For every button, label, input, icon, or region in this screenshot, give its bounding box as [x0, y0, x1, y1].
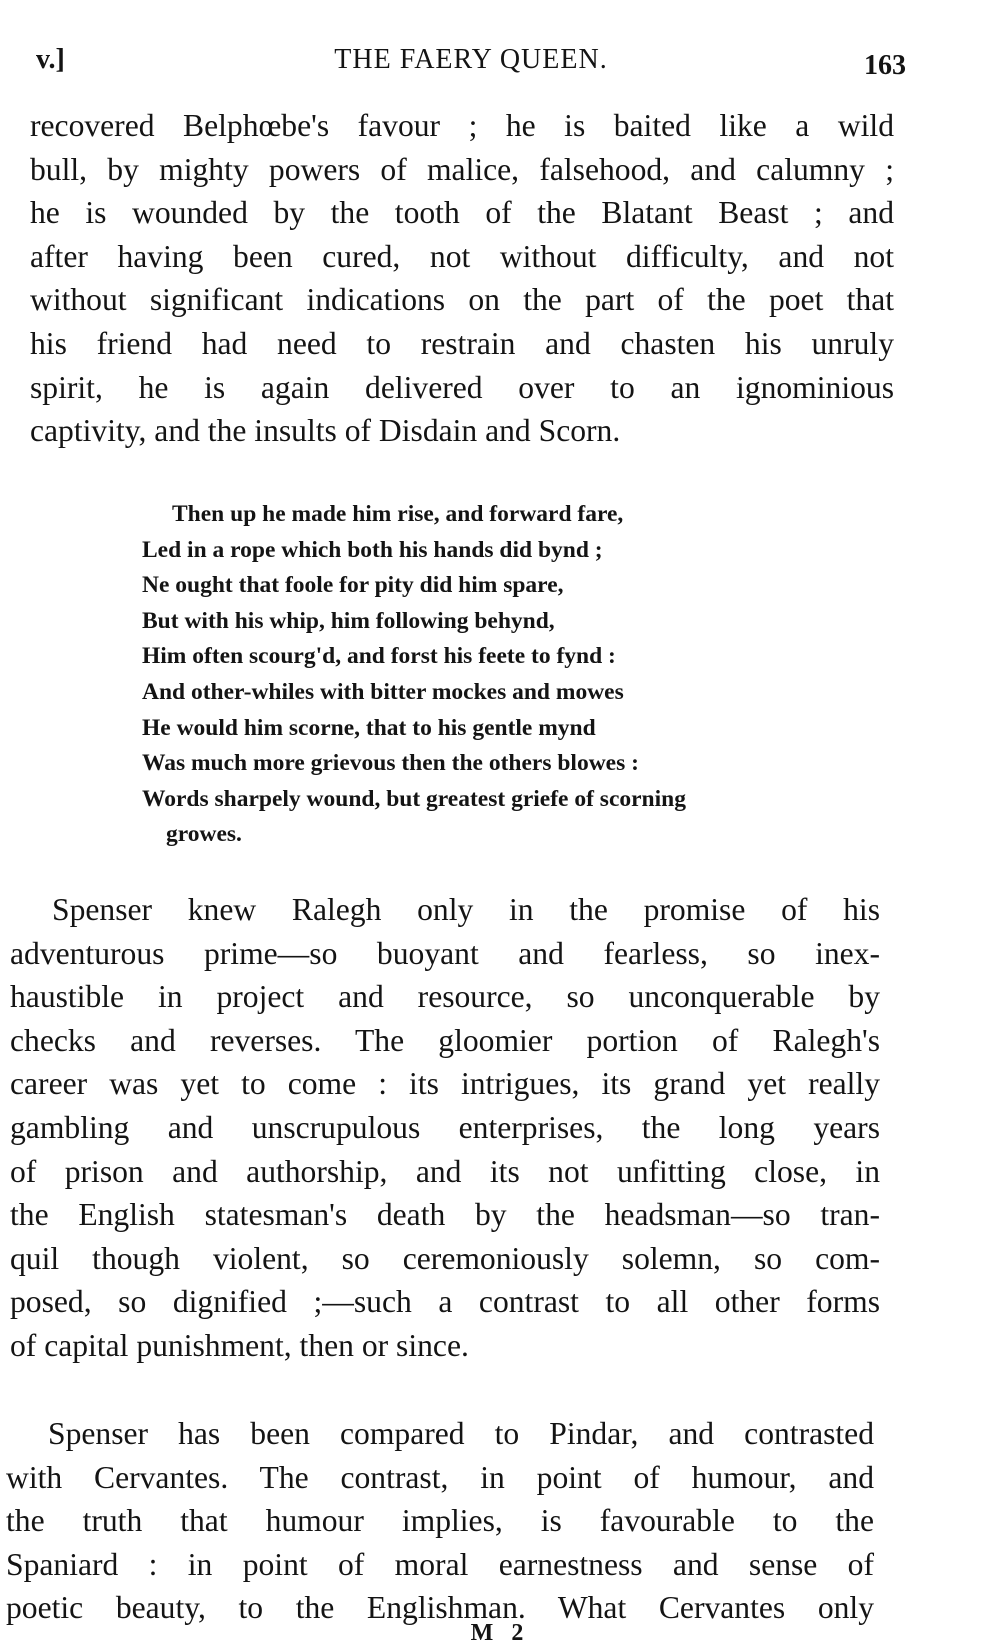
text-line: his friend had need to restrain and chasten his unruly	[30, 325, 894, 361]
text-line: career was yet to come : its intrigues, its grand yet really	[10, 1066, 880, 1102]
text-line: captivity, and the insults of Disdain and Scorn.	[30, 413, 621, 449]
signature-mark: M 2	[470, 1620, 530, 1646]
verse-line: Led in a rope which both his hands did bynd ;	[142, 536, 603, 563]
running-title: THE FAERY QUEEN.	[334, 44, 608, 75]
verse-quotation	[142, 497, 892, 853]
text-line: he is wounded by the tooth of the Blatant Beast ; and	[30, 195, 894, 231]
verse-line: Words sharpely wound, but greatest griefe of scorning	[142, 785, 686, 812]
paragraph-3	[6, 1412, 874, 1630]
paragraph-2	[10, 888, 880, 1368]
text-line: Spenser has been compared to Pindar, and contrasted	[48, 1416, 874, 1451]
text-line: posed, so dignified ;—such a contrast to all other forms	[10, 1284, 880, 1320]
text-line: without significant indications on the part of the poet that	[30, 282, 894, 318]
verse-line: Was much more grievous then the others blowes :	[142, 750, 639, 777]
verse-line: And other-whiles with bitter mockes and mowes	[142, 678, 624, 705]
running-header	[36, 44, 906, 84]
chapter-marker: v.]	[36, 44, 65, 75]
text-line: poetic beauty, to the Englishman. What Cervantes only	[6, 1590, 874, 1626]
text-line: the English statesman's death by the headsman—so tran-	[10, 1197, 880, 1233]
text-line: haustible in project and resource, so unconquerable by	[10, 979, 880, 1015]
verse-line: He would him scorne, that to his gentle mynd	[142, 714, 596, 741]
text-line: quil though violent, so ceremoniously solemn, so com-	[10, 1240, 880, 1276]
text-line: bull, by mighty powers of malice, falsehood, and calumny ;	[30, 151, 894, 187]
text-line: the truth that humour implies, is favourable to the	[6, 1503, 874, 1539]
paragraph-1	[30, 104, 894, 453]
text-line: of capital punishment, then or since.	[10, 1327, 469, 1363]
text-line: of prison and authorship, and its not unfitting close, in	[10, 1153, 880, 1189]
verse-line: growes.	[166, 821, 242, 848]
text-line: Spenser knew Ralegh only in the promise of his	[52, 892, 880, 927]
verse-line: Then up he made him rise, and forward fare,	[172, 501, 624, 527]
text-line: Spaniard : in point of moral earnestness and sense of	[6, 1546, 874, 1582]
text-line: checks and reverses. The gloomier portion of Ralegh's	[10, 1022, 880, 1058]
text-line: recovered Belphœbe's favour ; he is baited like a wild	[30, 108, 894, 143]
text-line: after having been cured, not without difficulty, and not	[30, 238, 894, 274]
page-number: 163	[864, 50, 906, 81]
text-line: adventurous prime—so buoyant and fearless, so inex-	[10, 935, 880, 971]
text-line: gambling and unscrupulous enterprises, the long years	[10, 1109, 880, 1145]
text-line: spirit, he is again delivered over to an ignominious	[30, 369, 894, 405]
verse-line: But with his whip, him following behynd,	[142, 607, 555, 634]
text-line: with Cervantes. The contrast, in point of humour, and	[6, 1459, 874, 1495]
verse-line: Him often scourg'd, and forst his feete to fynd :	[142, 643, 616, 670]
verse-line: Ne ought that foole for pity did him spare,	[142, 572, 564, 599]
